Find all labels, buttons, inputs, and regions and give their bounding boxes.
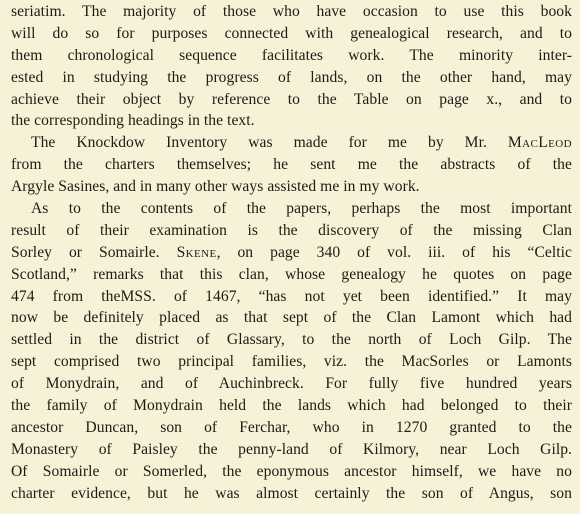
paragraph-3 <box>11 198 572 504</box>
text-line: As to the contents of the papers, perhaps the most important <box>31 200 572 218</box>
text-line: sept comprised two principal families, viz. the MacSorles or Lamonts <box>11 353 572 371</box>
text-line: now be definitely placed as that sept of the Clan Lamont which had <box>11 309 572 327</box>
small-caps-name: MacLeod <box>507 134 572 152</box>
small-caps-name: Skene <box>176 243 217 261</box>
text-line: Monastery of Paisley the penny-land of Kilmory, near Loch Gilp. <box>11 440 572 458</box>
text-line: achieve their object by reference to the Table on page x., and to <box>11 90 572 108</box>
text-line: seriatim. The majority of those who have occasion to use this book <box>11 3 572 20</box>
paragraph-1 <box>11 1 572 132</box>
text-line: the family of Monydrain held the lands which had belonged to their <box>11 397 572 415</box>
text-line: charter evidence, but he was almost certainly the son of Angus, son <box>11 484 572 502</box>
paragraph-2 <box>11 132 572 198</box>
text-line: ested in studying the progress of lands, on the other hand, may <box>11 68 572 86</box>
text-line: will do so for purposes connected with genealogical research, and to <box>11 24 572 42</box>
text-line: settled in the district of Glassary, to the north of Loch Gilp. The <box>11 331 572 349</box>
text-line: Of Somairle or Somerled, the eponymous ancestor himself, we have no <box>11 462 572 480</box>
text-line: the corresponding headings in the text. <box>11 112 255 130</box>
text-line: them chronological sequence facilitates work. The minority inter- <box>11 46 572 64</box>
text-line: 474 from theMSS. of 1467, “has not yet been identified.” It may <box>11 287 572 305</box>
text-line: from the charters themselves; he sent me the abstracts of the <box>11 156 572 174</box>
text-line: Argyle Sasines, and in many other ways assisted me in my work. <box>11 178 420 196</box>
text-line: result of their examination is the discovery of the missing Clan <box>11 221 572 239</box>
text-line: The Knockdow Inventory was made for me by Mr. MacLeod <box>31 134 572 152</box>
text-line: Sorley or Somairle. Skene, on page 340 of vol. iii. of his “Celtic <box>11 243 572 261</box>
text-line: ancestor Duncan, son of Ferchar, who in 1270 granted to the <box>11 418 572 436</box>
text-line: Scotland,” remarks that this clan, whose genealogy he quotes on page <box>11 265 572 283</box>
text-line: of Monydrain, and of Auchinbreck. For fully five hundred years <box>11 375 572 393</box>
